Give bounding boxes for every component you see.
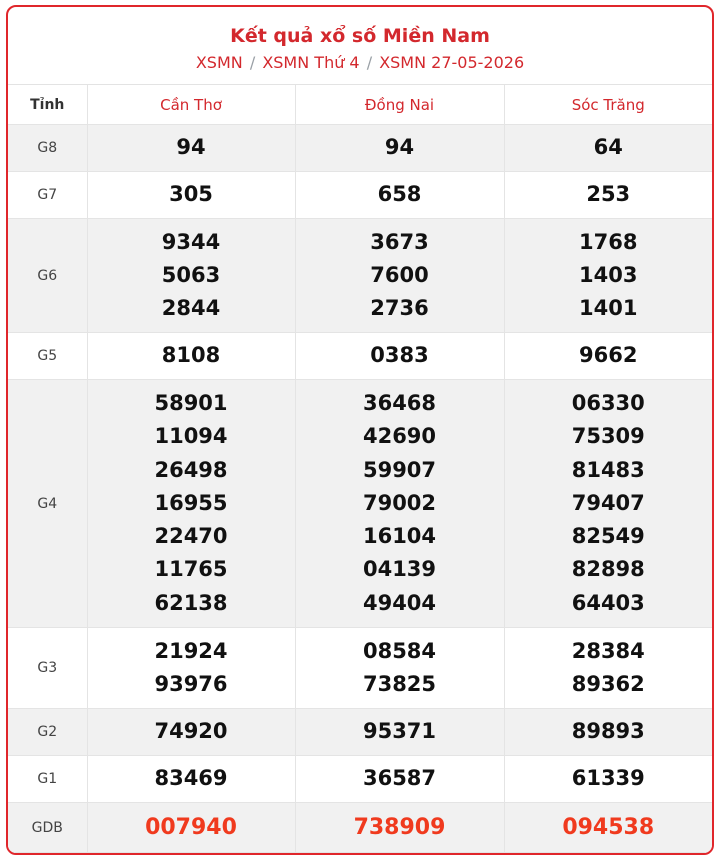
prize-number: 62138: [154, 590, 228, 615]
prize-cell: [87, 125, 295, 172]
prize-cell: [295, 125, 504, 172]
prize-cell: [87, 803, 295, 853]
prize-label: GDB: [8, 803, 87, 853]
prize-number: 5063: [161, 262, 221, 287]
prize-number: 1768: [579, 229, 638, 254]
prize-number: 64: [593, 135, 623, 160]
prize-number: 82898: [571, 557, 645, 582]
special-prize-number: 007940: [145, 814, 237, 840]
prize-row-g3: [8, 628, 712, 709]
prize-number: 1401: [579, 296, 638, 321]
prize-cell: [295, 380, 504, 628]
prize-number: 26498: [154, 457, 228, 482]
prize-cell: [87, 172, 295, 219]
prize-number: 04139: [362, 557, 437, 582]
prize-cell: [87, 333, 295, 380]
prize-row-g1: [8, 756, 712, 803]
results-table: [8, 85, 712, 853]
prize-cell: [504, 709, 712, 756]
prize-cell: [504, 172, 712, 219]
prize-number: 93976: [154, 672, 228, 696]
prize-number: 79002: [362, 490, 437, 515]
prize-label: G7: [8, 172, 87, 219]
prize-number: 06330: [571, 390, 645, 415]
prize-label: G2: [8, 709, 87, 756]
prize-number: 11094: [154, 424, 228, 449]
prize-number: 82549: [571, 524, 645, 549]
prize-number: 89362: [571, 672, 645, 696]
province-header-soc-trang[interactable]: Sóc Trăng: [504, 85, 712, 125]
prize-number: 16104: [362, 524, 437, 549]
prize-label: G1: [8, 756, 87, 803]
breadcrumb-link-xsmn[interactable]: XSMN: [195, 53, 243, 72]
prize-cell: [295, 709, 504, 756]
prize-cell: [87, 219, 295, 333]
province-column-header: Tỉnh: [8, 85, 87, 125]
prize-number: 59907: [362, 457, 437, 482]
prize-number: 89893: [571, 719, 645, 744]
prize-cell: [504, 219, 712, 333]
prize-cell: [87, 756, 295, 803]
prize-number: 8108: [161, 343, 221, 368]
prize-row-g7: [8, 172, 712, 219]
prize-number: 83469: [154, 766, 228, 791]
prize-number: 36468: [362, 390, 437, 415]
prize-number: 49404: [362, 590, 437, 615]
prize-number: 42690: [362, 424, 437, 449]
prize-row-g6: [8, 219, 712, 333]
prize-number: 64403: [571, 590, 645, 615]
prize-cell: [504, 380, 712, 628]
prize-cell: [295, 333, 504, 380]
prize-number: 1403: [579, 262, 638, 287]
table-header-row: [8, 85, 712, 125]
prize-label: G5: [8, 333, 87, 380]
prize-cell: [295, 803, 504, 853]
prize-number: 95371: [362, 719, 437, 744]
prize-number: 61339: [571, 766, 645, 791]
breadcrumb-separator: /: [366, 53, 373, 72]
prize-number: 305: [169, 182, 213, 207]
prize-number: 94: [176, 135, 206, 160]
prize-number: 253: [586, 182, 631, 207]
prize-number: 81483: [571, 457, 645, 482]
prize-cell: [87, 628, 295, 709]
prize-number: 73825: [362, 672, 437, 696]
prize-number: 658: [377, 182, 422, 207]
prize-row-g8: [8, 125, 712, 172]
prize-cell: [504, 756, 712, 803]
prize-number: 21924: [154, 638, 228, 663]
breadcrumb-separator: /: [249, 53, 256, 72]
prize-cell: [295, 628, 504, 709]
prize-number: 2844: [161, 296, 221, 321]
breadcrumb-link-weekday[interactable]: XSMN Thứ 4: [262, 53, 360, 72]
special-prize-number: 738909: [353, 814, 446, 840]
prize-cell: [295, 219, 504, 333]
prize-row-g4: [8, 380, 712, 628]
prize-number: 0383: [370, 343, 429, 368]
prize-label: G3: [8, 628, 87, 709]
prize-number: 75309: [571, 424, 645, 449]
prize-number: 08584: [362, 638, 437, 663]
province-header-dong-nai[interactable]: Đồng Nai: [295, 85, 504, 125]
prize-number: 7600: [370, 262, 429, 287]
prize-cell: [87, 709, 295, 756]
prize-number: 9344: [161, 229, 221, 254]
prize-number: 36587: [362, 766, 437, 791]
prize-number: 79407: [571, 490, 645, 515]
prize-label: G6: [8, 219, 87, 333]
prize-number: 28384: [571, 638, 645, 663]
prize-cell: [504, 628, 712, 709]
prize-number: 16955: [154, 490, 228, 515]
prize-row-gdb: [8, 803, 712, 853]
breadcrumb: [8, 53, 712, 73]
prize-cell: [504, 125, 712, 172]
province-header-can-tho[interactable]: Cần Thơ: [87, 85, 295, 125]
breadcrumb-link-date[interactable]: XSMN 27-05-2026: [379, 53, 525, 72]
page-title: Kết quả xổ số Miền Nam: [230, 25, 490, 47]
prize-number: 74920: [154, 719, 228, 744]
prize-label: G8: [8, 125, 87, 172]
prize-number: 94: [384, 135, 415, 160]
prize-number: 9662: [579, 343, 638, 368]
results-header: [8, 7, 712, 85]
prize-cell: [295, 172, 504, 219]
prize-cell: [504, 333, 712, 380]
prize-number: 22470: [154, 524, 228, 549]
prize-label: G4: [8, 380, 87, 628]
prize-cell: [504, 803, 712, 853]
prize-number: 58901: [154, 390, 228, 415]
special-prize-number: 094538: [562, 814, 655, 840]
prize-row-g2: [8, 709, 712, 756]
prize-number: 2736: [370, 296, 429, 321]
prize-number: 11765: [154, 557, 228, 582]
prize-row-g5: [8, 333, 712, 380]
prize-cell: [295, 756, 504, 803]
results-card: [6, 5, 714, 855]
prize-number: 3673: [370, 229, 429, 254]
prize-cell: [87, 380, 295, 628]
